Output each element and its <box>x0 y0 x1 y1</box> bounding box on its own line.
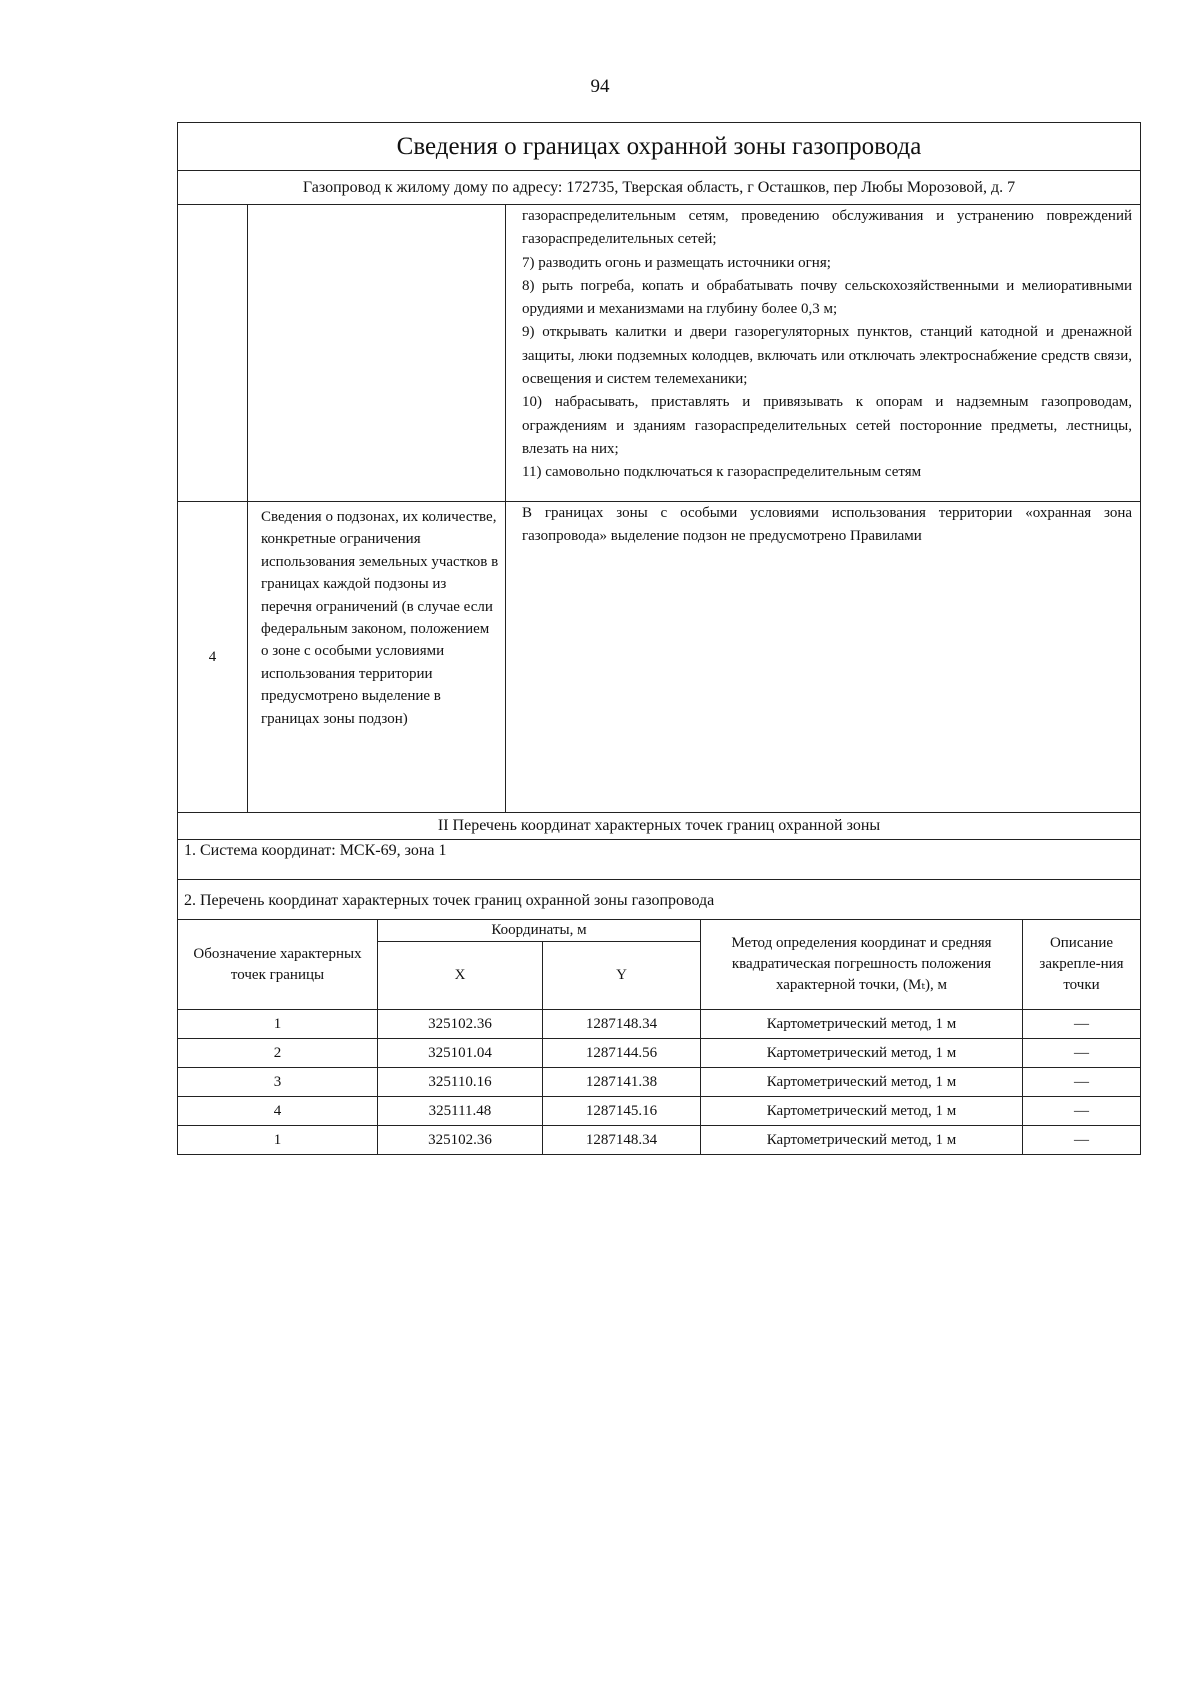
header-y: Y <box>543 942 701 1010</box>
x-cell: 325111.48 <box>378 1097 543 1126</box>
header-coordinates: Координаты, м <box>378 920 701 942</box>
x-cell: 325102.36 <box>378 1010 543 1039</box>
document-frame <box>177 122 1140 1155</box>
continued-row-name <box>248 205 506 502</box>
description-cell: — <box>1023 1097 1141 1126</box>
row-name: Сведения о подзонах, их количестве, конкретные ограничения использования земельных участков в границах каждой подзоны из перечня ограничений (в случае если федеральным законом, положением о зоне с особыми условиями использования территории предусмотрено выделение в границах зоны подзон) <box>248 502 506 813</box>
point-cell: 4 <box>178 1097 378 1126</box>
table-row <box>178 1068 1141 1097</box>
x-cell: 325102.36 <box>378 1126 543 1155</box>
restriction-line: 11) самовольно подключаться к газораспределительным сетям <box>522 464 922 481</box>
y-cell: 1287145.16 <box>543 1097 701 1126</box>
continued-row-number <box>178 205 248 502</box>
description-cell: — <box>1023 1126 1141 1155</box>
y-cell: 1287148.34 <box>543 1126 701 1155</box>
header-method: Метод определения координат и средняя квадратическая погрешность положения характерной точки, (Mₜ), м <box>701 920 1023 1010</box>
description-cell: — <box>1023 1039 1141 1068</box>
point-cell: 3 <box>178 1068 378 1097</box>
table-row <box>178 1126 1141 1155</box>
x-cell: 325110.16 <box>378 1068 543 1097</box>
header-point: Обозначение характерных точек границы <box>178 920 378 1010</box>
description-cell: — <box>1023 1010 1141 1039</box>
section-title: II Перечень координат характерных точек границ охранной зоны <box>178 813 1141 840</box>
restriction-line: 9) открывать калитки и двери газорегуляторных пунктов, станций катодной и дренажной защиты, люки подземных колодцев, включать или отключать электроснабжение средств связи, освещения и систем телемеханики; <box>522 324 1133 388</box>
y-cell: 1287148.34 <box>543 1010 701 1039</box>
document-subtitle: Газопровод к жилому дому по адресу: 172735, Тверская область, г Осташков, пер Любы Морозовой, д. 7 <box>178 171 1141 205</box>
restriction-line: 8) рыть погреба, копать и обрабатывать почву сельскохозяйственными и мелиоративными орудиями и механизмами на глубину более 0,3 м; <box>522 277 1133 318</box>
restriction-line: газораспределительным сетям, проведению обслуживания и устранению повреждений газораспределительных сетей; <box>522 208 1133 248</box>
coordinates-table <box>177 920 1141 1155</box>
method-cell: Картометрический метод, 1 м <box>701 1126 1023 1155</box>
description-cell: — <box>1023 1068 1141 1097</box>
row-value: В границах зоны с особыми условиями использования территории «охранная зона газопровода» выделение подзон не предусмотрено Правилами <box>506 502 1141 813</box>
point-cell: 1 <box>178 1126 378 1155</box>
zone-info-table <box>177 122 1141 920</box>
restriction-line: 10) набрасывать, приставлять и привязывать к опорам и надземным газопроводам, ограждениям и зданиям газораспределительных сетей посторонние предметы, лестницы, влезать на них; <box>522 394 1133 457</box>
header-x: X <box>378 942 543 1010</box>
method-cell: Картометрический метод, 1 м <box>701 1039 1023 1068</box>
coordinate-system: 1. Система координат: МСК-69, зона 1 <box>178 840 1141 880</box>
header-description: Описание закрепле-ния точки <box>1023 920 1141 1010</box>
page-number: 94 <box>590 76 610 97</box>
document-title: Сведения о границах охранной зоны газопровода <box>178 123 1141 171</box>
x-cell: 325101.04 <box>378 1039 543 1068</box>
y-cell: 1287141.38 <box>543 1068 701 1097</box>
point-cell: 2 <box>178 1039 378 1068</box>
method-cell: Картометрический метод, 1 м <box>701 1097 1023 1126</box>
y-cell: 1287144.56 <box>543 1039 701 1068</box>
table-row <box>178 1010 1141 1039</box>
row-number: 4 <box>178 502 248 813</box>
method-cell: Картометрический метод, 1 м <box>701 1068 1023 1097</box>
point-cell: 1 <box>178 1010 378 1039</box>
restrictions-continued <box>506 205 1141 502</box>
table-row <box>178 1097 1141 1126</box>
restriction-line: 7) разводить огонь и размещать источники огня; <box>522 254 831 271</box>
method-cell: Картометрический метод, 1 м <box>701 1010 1023 1039</box>
table-row <box>178 1039 1141 1068</box>
coordinates-list-title: 2. Перечень координат характерных точек границ охранной зоны газопровода <box>178 880 1141 920</box>
